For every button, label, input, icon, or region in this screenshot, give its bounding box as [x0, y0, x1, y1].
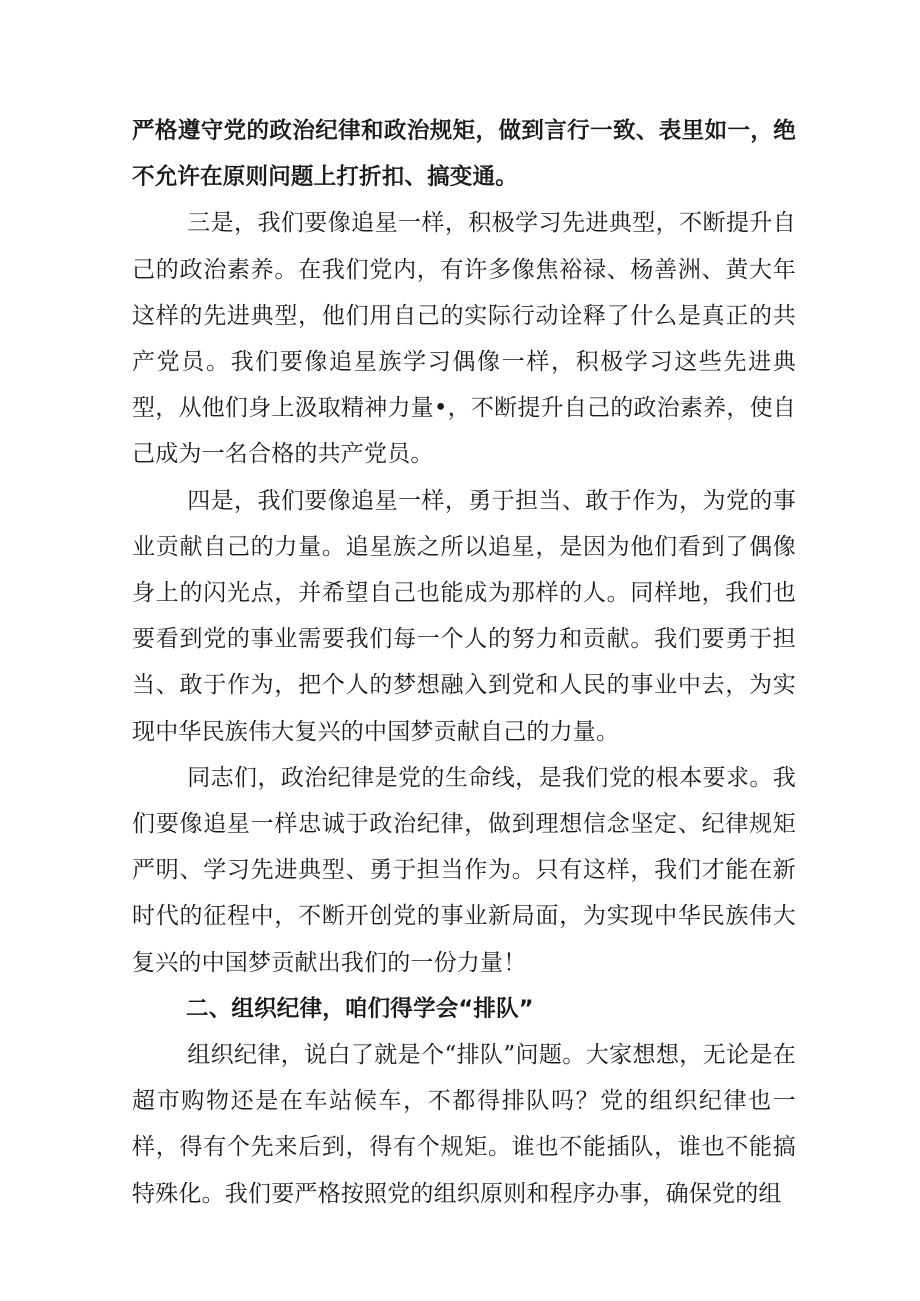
paragraph-point-four: 四是，我们要像追星一样，勇于担当、敢于作为，为党的事业贡献自己的力量。追星族之所以追星，是因为他们看到了偶像身上的闪光点，并希望自己也能成为那样的人。同样地，我们也要看到党的事业需要我们每一个人的努力和贡献。我们要勇于担当、敢于作为，把个人的梦想融入到党和人民的事业中去，为实现中华民族伟大复兴的中国梦贡献自己的力量。	[132, 487, 796, 745]
document-page	[132, 108, 796, 1217]
paragraph-point-three: 三是，我们要像追星一样，积极学习先进典型，不断提升自己的政治素养。在我们党内，有许多像焦裕禄、杨善洲、黄大年这样的先进典型，他们用自己的实际行动诠释了什么是真正的共产党员。我们要像追星族学习偶像一样，积极学习这些先进典型，从他们身上汲取精神力量•，不断提升自己的政治素养，使自己成为一名合格的共产党员。	[132, 210, 796, 468]
paragraph-continued: 严格遵守党的政治纪律和政治规矩，做到言行一致、表里如一，绝不允许在原则问题上打折扣、搞变通。	[132, 118, 796, 191]
paragraph-organization-discipline: 组织纪律，说白了就是个“排队”问题。大家想想，无论是在超市购物还是在车站候车，不都得排队吗？党的组织纪律也一样，得有个先来后到，得有个规矩。谁也不能插队，谁也不能搞特殊化。我们要严格按照党的组织原则和程序办事，确保党的组	[132, 1042, 796, 1207]
section-heading: 二、组织纪律，咱们得学会“排队”	[186, 995, 534, 1022]
paragraph-conclusion: 同志们，政治纪律是党的生命线，是我们党的根本要求。我们要像追星一样忠诚于政治纪律，做到理想信念坚定、纪律规矩严明、学习先进典型、勇于担当作为。只有这样，我们才能在新时代的征程中，不断开创党的事业新局面，为实现中华民族伟大复兴的中国梦贡献出我们的一份力量！	[132, 764, 796, 976]
